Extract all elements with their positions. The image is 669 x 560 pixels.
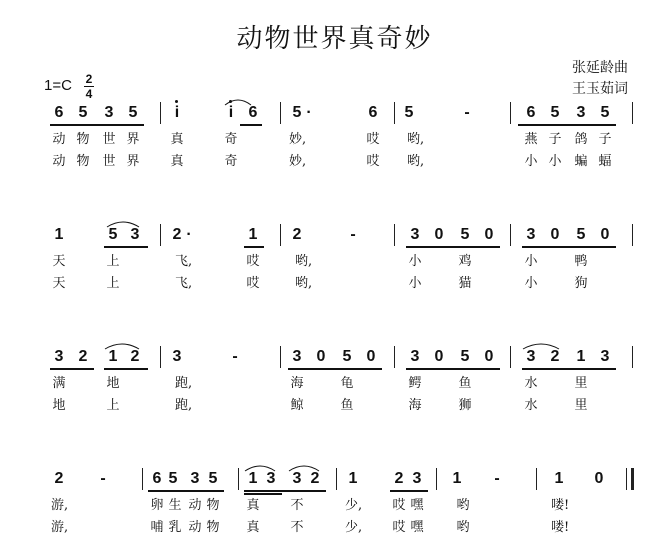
lyric-syllable: 界	[126, 132, 140, 147]
lyric-syllable: 生	[168, 498, 182, 513]
note: 0	[550, 226, 560, 243]
lyric-syllable: 小	[408, 276, 422, 291]
note: 5	[168, 470, 178, 487]
bar-line	[336, 468, 337, 490]
note: 3	[410, 348, 420, 365]
lyric-syllable: 小	[548, 154, 562, 169]
eighth-beam	[50, 124, 144, 126]
note: 5	[576, 226, 586, 243]
lyric-syllable: 真	[170, 154, 184, 169]
note: 1	[348, 470, 358, 487]
lyric-syllable: 喽!	[551, 498, 570, 513]
lyric-syllable: 嘿	[410, 498, 424, 513]
lyric-syllable: 哎	[392, 498, 406, 513]
lyric-syllable: 龟	[340, 376, 354, 391]
note: 6	[152, 470, 162, 487]
lyric-syllable: 跑,	[175, 398, 193, 413]
note: 0	[594, 470, 604, 487]
dash-extension: -	[464, 104, 470, 121]
dash-extension: -	[100, 470, 106, 487]
eighth-beam	[104, 368, 148, 370]
lyric-syllable: 哎	[366, 154, 380, 169]
note: 0	[316, 348, 326, 365]
note: 5	[600, 104, 610, 121]
lyric-syllable: 妙,	[289, 154, 307, 169]
bar-line	[280, 346, 281, 368]
lyric-syllable: 哟	[456, 520, 470, 535]
lyric-syllable: 鱼	[340, 398, 354, 413]
bar-line	[394, 224, 395, 246]
note: 1	[576, 348, 586, 365]
composer-credit: 张延龄曲	[572, 60, 628, 76]
lyric-syllable: 子	[548, 132, 562, 147]
lyric-syllable: 世	[102, 154, 116, 169]
lyric-syllable: 游,	[51, 520, 69, 535]
note: 3	[600, 348, 610, 365]
eighth-beam	[522, 246, 616, 248]
slur	[288, 464, 320, 472]
lyric-syllable: 飞,	[175, 276, 193, 291]
note: 1	[54, 226, 64, 243]
lyric-syllable: 真	[246, 498, 260, 513]
lyric-syllable: 哺	[150, 520, 164, 535]
lyric-syllable: 鸽	[574, 132, 588, 147]
eighth-beam	[244, 490, 326, 492]
lyric-syllable: 海	[408, 398, 422, 413]
note: 2	[54, 470, 64, 487]
note: 3	[410, 226, 420, 243]
lyric-syllable: 小	[524, 154, 538, 169]
lyric-syllable: 动	[52, 132, 66, 147]
bar-line	[436, 468, 437, 490]
bar-line	[160, 224, 161, 246]
lyric-syllable: 小	[524, 254, 538, 269]
note: 2	[78, 348, 88, 365]
key-signature: 1=C	[44, 77, 72, 94]
note: 2	[292, 226, 302, 243]
eighth-beam	[244, 246, 264, 248]
note: 5	[78, 104, 88, 121]
system-4	[0, 470, 669, 540]
lyric-syllable: 天	[52, 276, 66, 291]
note: 6	[526, 104, 536, 121]
note: 3	[54, 348, 64, 365]
lyric-syllable: 小	[524, 276, 538, 291]
eighth-beam	[50, 368, 94, 370]
lyric-syllable: 哟,	[295, 254, 313, 269]
eighth-beam	[406, 246, 500, 248]
lyric-syllable: 乳	[168, 520, 182, 535]
octave-dot	[229, 100, 232, 103]
note: 3	[172, 348, 182, 365]
lyric-syllable: 狮	[458, 398, 472, 413]
time-signature	[84, 73, 94, 100]
lyric-syllable: 妙,	[289, 132, 307, 147]
time-signature-top: 2	[85, 72, 93, 86]
final-barline-thick	[631, 468, 634, 490]
lyric-syllable: 哟	[456, 498, 470, 513]
eighth-beam	[390, 490, 428, 492]
note: 1	[108, 348, 118, 365]
note: 5	[404, 104, 414, 121]
bar-line	[510, 102, 511, 124]
lyric-syllable: 蝙	[574, 154, 588, 169]
bar-line	[160, 102, 161, 124]
lyric-syllable: 真	[170, 132, 184, 147]
lyric-syllable: 卵	[150, 498, 164, 513]
lyric-syllable: 哎	[246, 254, 260, 269]
note: 2	[310, 470, 320, 487]
dash-extension: -	[232, 348, 238, 365]
lyric-syllable: 哎	[366, 132, 380, 147]
lyric-syllable: 子	[598, 132, 612, 147]
final-barline-thin	[626, 468, 627, 490]
note: 6	[368, 104, 378, 121]
note: 3	[266, 470, 276, 487]
lyric-syllable: 地	[52, 398, 66, 413]
lyric-syllable: 地	[106, 376, 120, 391]
note: 1	[452, 470, 462, 487]
eighth-beam	[522, 368, 616, 370]
lyric-syllable: 跑,	[175, 376, 193, 391]
dot-extension: ·	[186, 226, 192, 243]
eighth-beam	[406, 368, 500, 370]
lyric-syllable: 动	[52, 154, 66, 169]
lyric-syllable: 鸭	[574, 254, 588, 269]
song-title: 动物世界真奇妙	[236, 24, 433, 54]
note: 3	[526, 226, 536, 243]
bar-line	[536, 468, 537, 490]
lyric-syllable: 水	[524, 398, 538, 413]
line-end-bar	[632, 346, 633, 368]
lyric-syllable: 猫	[458, 276, 472, 291]
eighth-beam	[104, 246, 148, 248]
dot-extension: ·	[306, 104, 312, 121]
bar-line	[238, 468, 239, 490]
lyric-syllable: 鳄	[408, 376, 422, 391]
lyric-syllable: 上	[106, 398, 120, 413]
system-1	[0, 104, 669, 174]
note: 3	[292, 470, 302, 487]
system-3	[0, 348, 669, 418]
note: 5	[108, 226, 118, 243]
bar-line	[394, 102, 395, 124]
lyric-syllable: 小	[408, 254, 422, 269]
lyric-syllable: 物	[206, 520, 220, 535]
lyric-syllable: 哎	[246, 276, 260, 291]
system-2	[0, 226, 669, 296]
lyric-syllable: 哟,	[295, 276, 313, 291]
lyric-syllable: 鱼	[458, 376, 472, 391]
note: 3	[190, 470, 200, 487]
lyric-syllable: 游,	[51, 498, 69, 513]
note: 1	[248, 226, 258, 243]
lyric-syllable: 动	[188, 520, 202, 535]
lyric-syllable: 里	[574, 398, 588, 413]
lyric-syllable: 哟,	[407, 154, 425, 169]
note: 3	[526, 348, 536, 365]
lyric-syllable: 海	[290, 376, 304, 391]
lyric-syllable: 喽!	[551, 520, 570, 535]
bar-line	[394, 346, 395, 368]
slur	[244, 464, 276, 472]
note: 2	[130, 348, 140, 365]
note: 6	[54, 104, 64, 121]
lyric-syllable: 狗	[574, 276, 588, 291]
lyric-syllable: 蝠	[598, 154, 612, 169]
note: 6	[248, 104, 258, 121]
lyric-syllable: 鸡	[458, 254, 472, 269]
lyric-syllable: 天	[52, 254, 66, 269]
note: 5	[460, 226, 470, 243]
lyric-syllable: 奇	[224, 154, 238, 169]
note: i	[228, 104, 234, 121]
dash-extension: -	[494, 470, 500, 487]
lyric-syllable: 物	[206, 498, 220, 513]
lyric-syllable: 真	[246, 520, 260, 535]
lyric-syllable: 里	[574, 376, 588, 391]
slur	[522, 342, 560, 350]
bar-line	[280, 224, 281, 246]
note: 0	[434, 348, 444, 365]
lyric-syllable: 世	[102, 132, 116, 147]
lyric-syllable: 物	[76, 154, 90, 169]
lyric-syllable: 哟,	[407, 132, 425, 147]
lyric-syllable: 奇	[224, 132, 238, 147]
lyric-syllable: 燕	[524, 132, 538, 147]
lyric-syllable: 上	[106, 254, 120, 269]
note: 1	[554, 470, 564, 487]
lyric-syllable: 动	[188, 498, 202, 513]
lyric-syllable: 飞,	[175, 254, 193, 269]
eighth-beam	[518, 124, 616, 126]
dash-extension: -	[350, 226, 356, 243]
octave-dot	[175, 100, 178, 103]
time-signature-bottom: 4	[85, 87, 93, 101]
note: 0	[600, 226, 610, 243]
note: 0	[434, 226, 444, 243]
note: 2	[172, 226, 182, 243]
note: 5	[342, 348, 352, 365]
lyric-syllable: 界	[126, 154, 140, 169]
bar-line	[280, 102, 281, 124]
note: 0	[484, 226, 494, 243]
note: 3	[576, 104, 586, 121]
note: 5	[550, 104, 560, 121]
slur	[106, 220, 140, 228]
note: 0	[484, 348, 494, 365]
lyric-syllable: 哎	[392, 520, 406, 535]
bar-line	[510, 224, 511, 246]
lyric-syllable: 不	[290, 498, 304, 513]
bar-line	[510, 346, 511, 368]
lyric-syllable: 不	[290, 520, 304, 535]
lyric-syllable: 物	[76, 132, 90, 147]
lyric-syllable: 少,	[345, 498, 363, 513]
note: 5	[128, 104, 138, 121]
note: 0	[366, 348, 376, 365]
slur	[104, 342, 140, 350]
lyric-syllable: 少,	[345, 520, 363, 535]
note: 2	[550, 348, 560, 365]
lyric-syllable: 满	[52, 376, 66, 391]
lyric-syllable: 鲸	[290, 398, 304, 413]
note: 5	[460, 348, 470, 365]
lyric-syllable: 嘿	[410, 520, 424, 535]
lyricist-credit: 王玉茹词	[572, 81, 628, 97]
note: 2	[394, 470, 404, 487]
note: 5	[292, 104, 302, 121]
eighth-beam	[148, 490, 224, 492]
eighth-beam	[288, 368, 382, 370]
note: 3	[292, 348, 302, 365]
line-end-bar	[632, 102, 633, 124]
note: 3	[412, 470, 422, 487]
note: 5	[208, 470, 218, 487]
sixteenth-beam	[244, 493, 282, 495]
line-end-bar	[632, 224, 633, 246]
note: 1	[248, 470, 258, 487]
eighth-beam	[240, 124, 262, 126]
bar-line	[142, 468, 143, 490]
bar-line	[160, 346, 161, 368]
lyric-syllable: 上	[106, 276, 120, 291]
note: 3	[104, 104, 114, 121]
note: i	[174, 104, 180, 121]
note: 3	[130, 226, 140, 243]
lyric-syllable: 水	[524, 376, 538, 391]
